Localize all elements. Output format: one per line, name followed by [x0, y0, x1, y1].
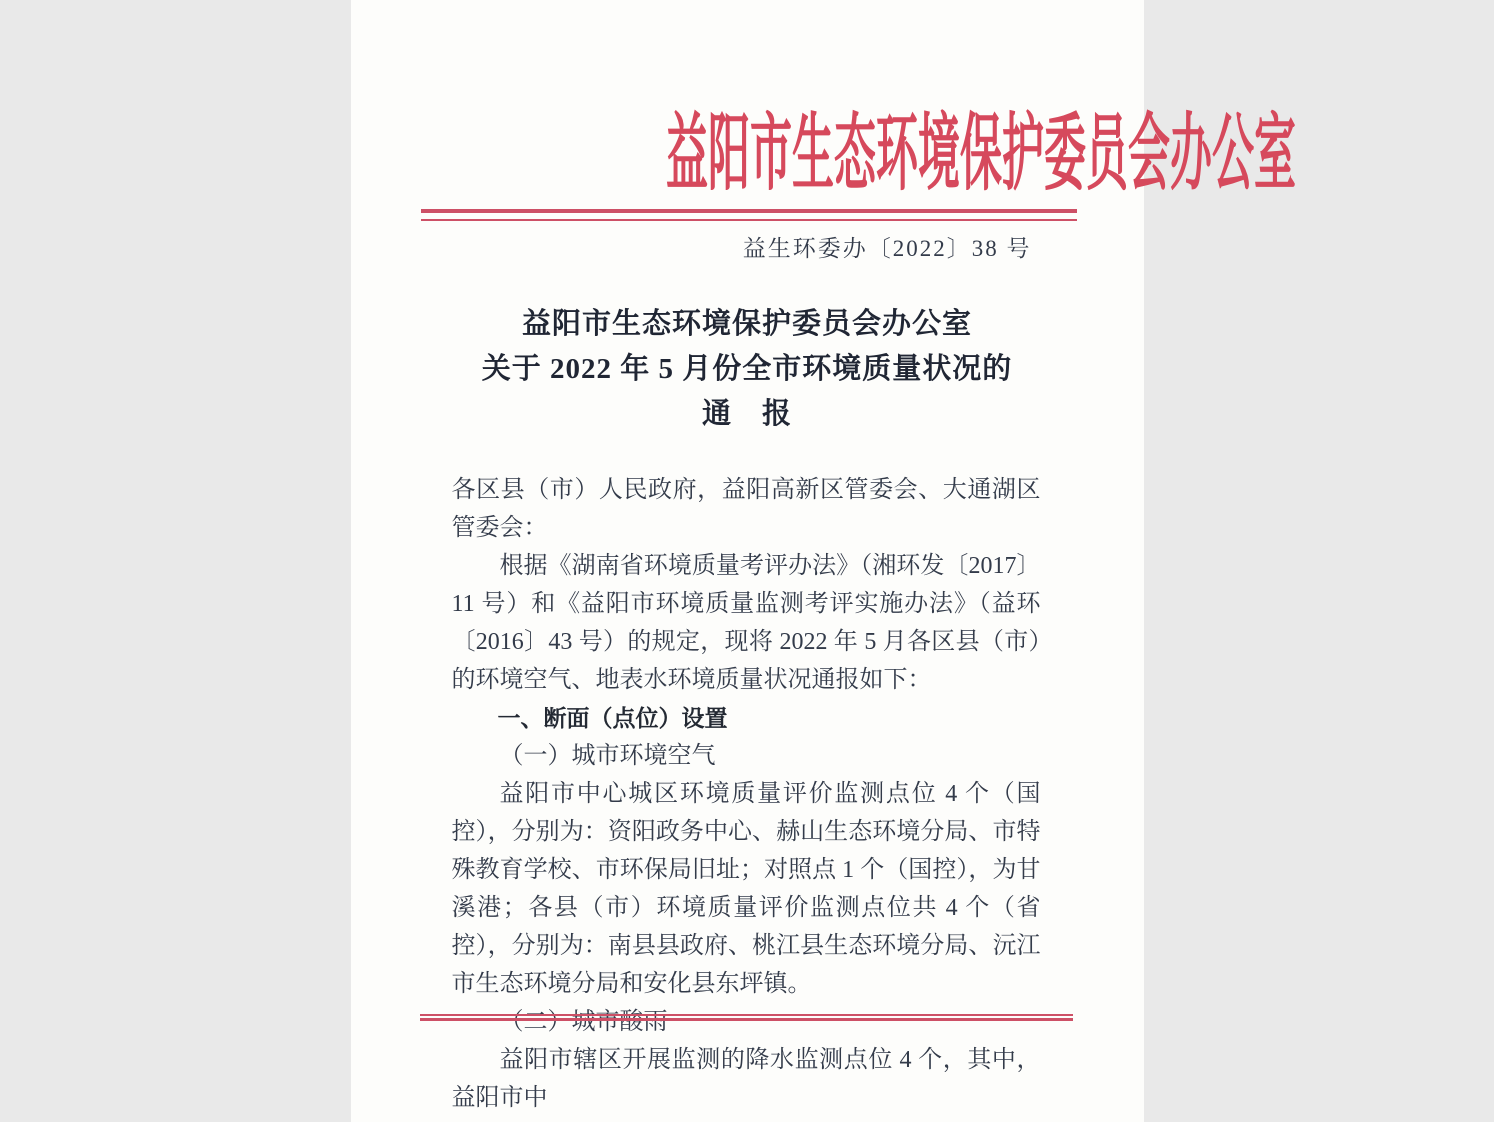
document-title-line-3: 通 报	[701, 398, 792, 430]
letterhead-org-title: 益阳市生态环境保护委员会办公室	[665, 108, 1296, 201]
document-title	[351, 302, 1144, 437]
document-title-line-2: 关于 2022 年 5 月份全市环境质量状况的	[481, 353, 1013, 385]
page-bottom-divider-line	[420, 1014, 1073, 1021]
body-paragraph-air-points: 益阳市中心城区环境质量评价监测点位 4 个（国控），分别为：资阳政务中心、赫山生态环境分局、市特殊教育学校、市环保局旧址；对照点 1 个（国控），为甘溪港；各县（市）环境质量评价监测点位共 4 个（省控），分别为：南县县政府、桃江县生态环境分局、沅江市生态环境分局和安化县东坪镇。	[451, 781, 1041, 997]
salutation-line: 各区县（市）人民政府，益阳高新区管委会、大通湖区管委会：	[451, 477, 1041, 541]
letterhead-divider-line	[421, 209, 1077, 221]
letterhead	[351, 108, 1296, 201]
body-paragraph-basis: 根据《湖南省环境质量考评办法》（湘环发〔2017〕11 号）和《益阳市环境质量监测考评实施办法》（益环〔2016〕43 号）的规定，现将 2022 年 5 月各区县（市）的环境空气、地表水环境质量状况通报如下：	[451, 553, 1041, 693]
document-title-line-1: 益阳市生态环境保护委员会办公室	[521, 308, 972, 340]
subsection-heading-urban-air: （一）城市环境空气	[499, 743, 716, 769]
body-paragraph-acid-rain-points: 益阳市辖区开展监测的降水监测点位 4 个，其中，益阳市中	[451, 1047, 1041, 1111]
document-page	[351, 0, 1296, 1122]
subsection-heading-acid-rain: （二）城市酸雨	[499, 1009, 668, 1035]
document-number: 益生环委办〔2022〕38 号	[742, 236, 1032, 261]
section-heading-monitoring-points: 一、断面（点位）设置	[497, 705, 728, 731]
